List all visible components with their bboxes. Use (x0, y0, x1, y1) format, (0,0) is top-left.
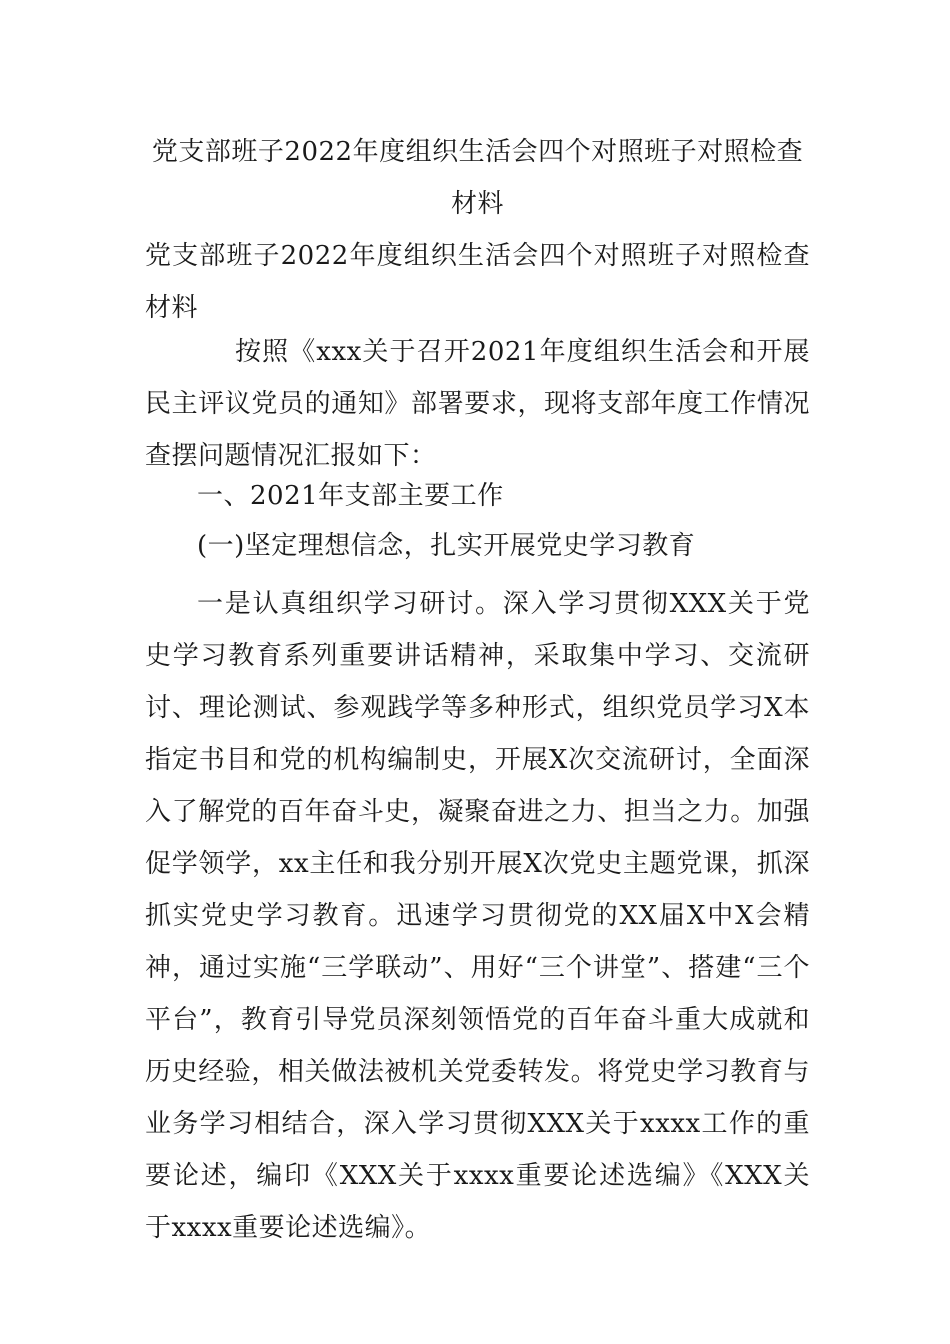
body-paragraph: 一是认真组织学习研讨。深入学习贯彻XXX关于党史学习教育系列重要讲话精神，采取集中学习、交流研讨、理论测试、参观践学等多种形式，组织党员学习X本指定书目和党的机构编制史，开展X次交流研讨，全面深入了解党的百年奋斗史，凝聚奋进之力、担当之力。加强促学领学，xx主任和我分别开展X次党史主题党课，抓深抓实党史学习教育。迅速学习贯彻党的XX届X中X会精神，通过实施“三学联动”、用好“三个讲堂”、搭建“三个平台”，教育引导党员深刻领悟党的百年奋斗重大成就和历史经验，相关做法被机关党委转发。将党史学习教育与业务学习相结合，深入学习贯彻XXX关于xxxx工作的重要论述，编印《XXX关于xxxx重要论述选编》《XXX关于xxxx重要论述选编》。 (145, 589, 810, 1243)
intro-paragraph: 按照《xxx关于召开2021年度组织生活会和开展民主评议党员的通知》部署要求，现将支部年度工作情况查摆问题情况汇报如下： (145, 337, 810, 471)
document-title: 党支部班子2022年度组织生活会四个对照班子对照检查材料 (151, 137, 804, 219)
subsection-heading: (一)坚定理想信念，扎实开展党史学习教育 (197, 531, 696, 561)
document-subtitle: 党支部班子2022年度组织生活会四个对照班子对照检查材料 (145, 241, 810, 323)
section-heading: 一、2021年支部主要工作 (197, 481, 504, 511)
